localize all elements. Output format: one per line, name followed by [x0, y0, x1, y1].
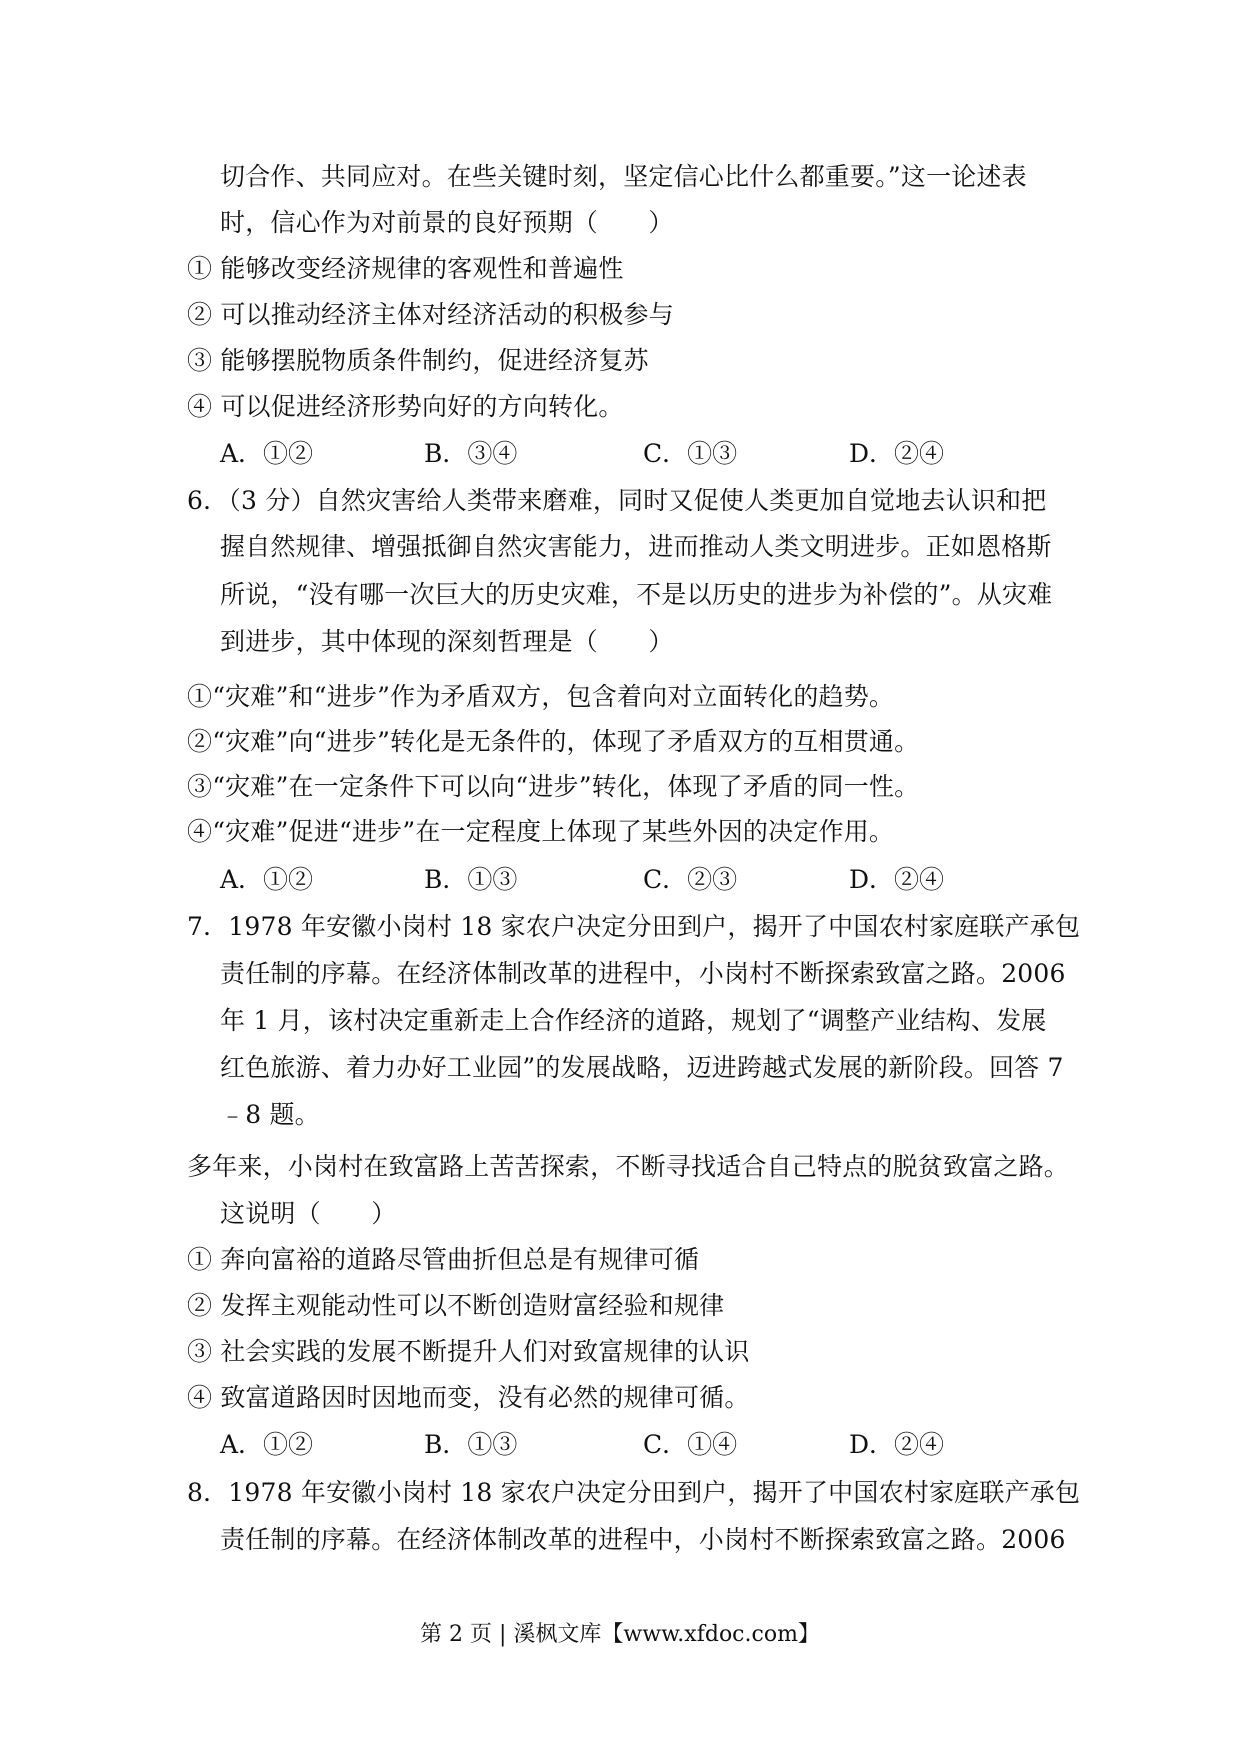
- q7-item-1: ① 奔向富裕的道路尽管曲折但总是有规律可循: [187, 1245, 700, 1274]
- q6-item-4: ④“灾难”促进“进步”在一定程度上体现了某些外因的决定作用。: [187, 817, 895, 846]
- page-footer: 第 2 页 | 溪枫文库【www.xfdoc.com】: [420, 1622, 820, 1647]
- q5-item-2: ② 可以推动经济主体对经济活动的积极参与: [187, 300, 674, 329]
- q7-option-a: A．①②: [220, 1430, 314, 1459]
- q6-stem-line-1: 6．（3 分）自然灾害给人类带来磨难，同时又促使人类更加自觉地去认识和把: [187, 486, 1047, 515]
- q7-sub-stem-line-1: 多年来，小岗村在致富路上苦苦探索，不断寻找适合自己特点的脱贫致富之路。: [187, 1152, 1070, 1181]
- q6-item-2: ②“灾难”向“进步”转化是无条件的，体现了矛盾双方的互相贯通。: [187, 727, 920, 756]
- q7-stem-line-4: 红色旅游、着力办好工业园”的发展战略，迈进跨越式发展的新阶段。回答 7: [220, 1053, 1064, 1082]
- q5-option-a: A．①②: [220, 439, 314, 468]
- q6-stem-line-2: 握自然规律、增强抵御自然灾害能力，进而推动人类文明进步。正如恩格斯: [220, 532, 1052, 561]
- q5-option-b: B．③④: [424, 439, 518, 468]
- q7-option-c: C．①④: [643, 1430, 738, 1459]
- q6-stem-line-4: 到进步，其中体现的深刻哲理是（ ）: [220, 627, 674, 656]
- q8-stem-line-1: 8．1978 年安徽小岗村 18 家农户决定分田到户，揭开了中国农村家庭联产承包: [187, 1478, 1081, 1507]
- q7-item-4: ④ 致富道路因时因地而变，没有必然的规律可循。: [187, 1383, 750, 1412]
- q6-option-d: D．②④: [849, 865, 945, 894]
- q7-stem-line-5: ﹣8 题。: [220, 1100, 320, 1129]
- q7-item-3: ③ 社会实践的发展不断提升人们对致富规律的认识: [187, 1337, 750, 1366]
- q7-option-d: D．②④: [849, 1430, 945, 1459]
- q7-option-b: B．①③: [424, 1430, 518, 1459]
- q5-stem-line-2: 时，信心作为对前景的良好预期（ ）: [220, 208, 674, 237]
- q7-stem-line-1: 7．1978 年安徽小岗村 18 家农户决定分田到户，揭开了中国农村家庭联产承包: [187, 912, 1081, 941]
- q7-stem-line-2: 责任制的序幕。在经济体制改革的进程中，小岗村不断探索致富之路。2006: [220, 959, 1066, 988]
- q5-item-3: ③ 能够摆脱物质条件制约，促进经济复苏: [187, 346, 649, 375]
- q5-item-4: ④ 可以促进经济形势向好的方向转化。: [187, 392, 624, 421]
- q5-option-d: D．②④: [849, 439, 945, 468]
- q6-option-a: A．①②: [220, 865, 314, 894]
- q6-item-3: ③“灾难”在一定条件下可以向“进步”转化，体现了矛盾的同一性。: [187, 772, 920, 801]
- q6-option-c: C．②③: [643, 865, 738, 894]
- q5-stem-line-1: 切合作、共同应对。在些关键时刻，坚定信心比什么都重要。”这一论述表: [220, 162, 1027, 191]
- q7-sub-stem-line-2: 这说明（ ）: [220, 1199, 397, 1228]
- q6-item-1: ①“灾难”和“进步”作为矛盾双方，包含着向对立面转化的趋势。: [187, 682, 895, 711]
- q8-stem-line-2: 责任制的序幕。在经济体制改革的进程中，小岗村不断探索致富之路。2006: [220, 1525, 1066, 1554]
- q7-stem-line-3: 年 1 月，该村决定重新走上合作经济的道路，规划了“调整产业结构、发展: [220, 1006, 1047, 1035]
- q5-option-c: C．①③: [643, 439, 738, 468]
- q5-item-1: ① 能够改变经济规律的客观性和普遍性: [187, 254, 624, 283]
- q6-option-b: B．①③: [424, 865, 518, 894]
- q7-item-2: ② 发挥主观能动性可以不断创造财富经验和规律: [187, 1291, 725, 1320]
- q6-stem-line-3: 所说，“没有哪一次巨大的历史灾难，不是以历史的进步为补偿的”。从灾难: [220, 580, 1053, 609]
